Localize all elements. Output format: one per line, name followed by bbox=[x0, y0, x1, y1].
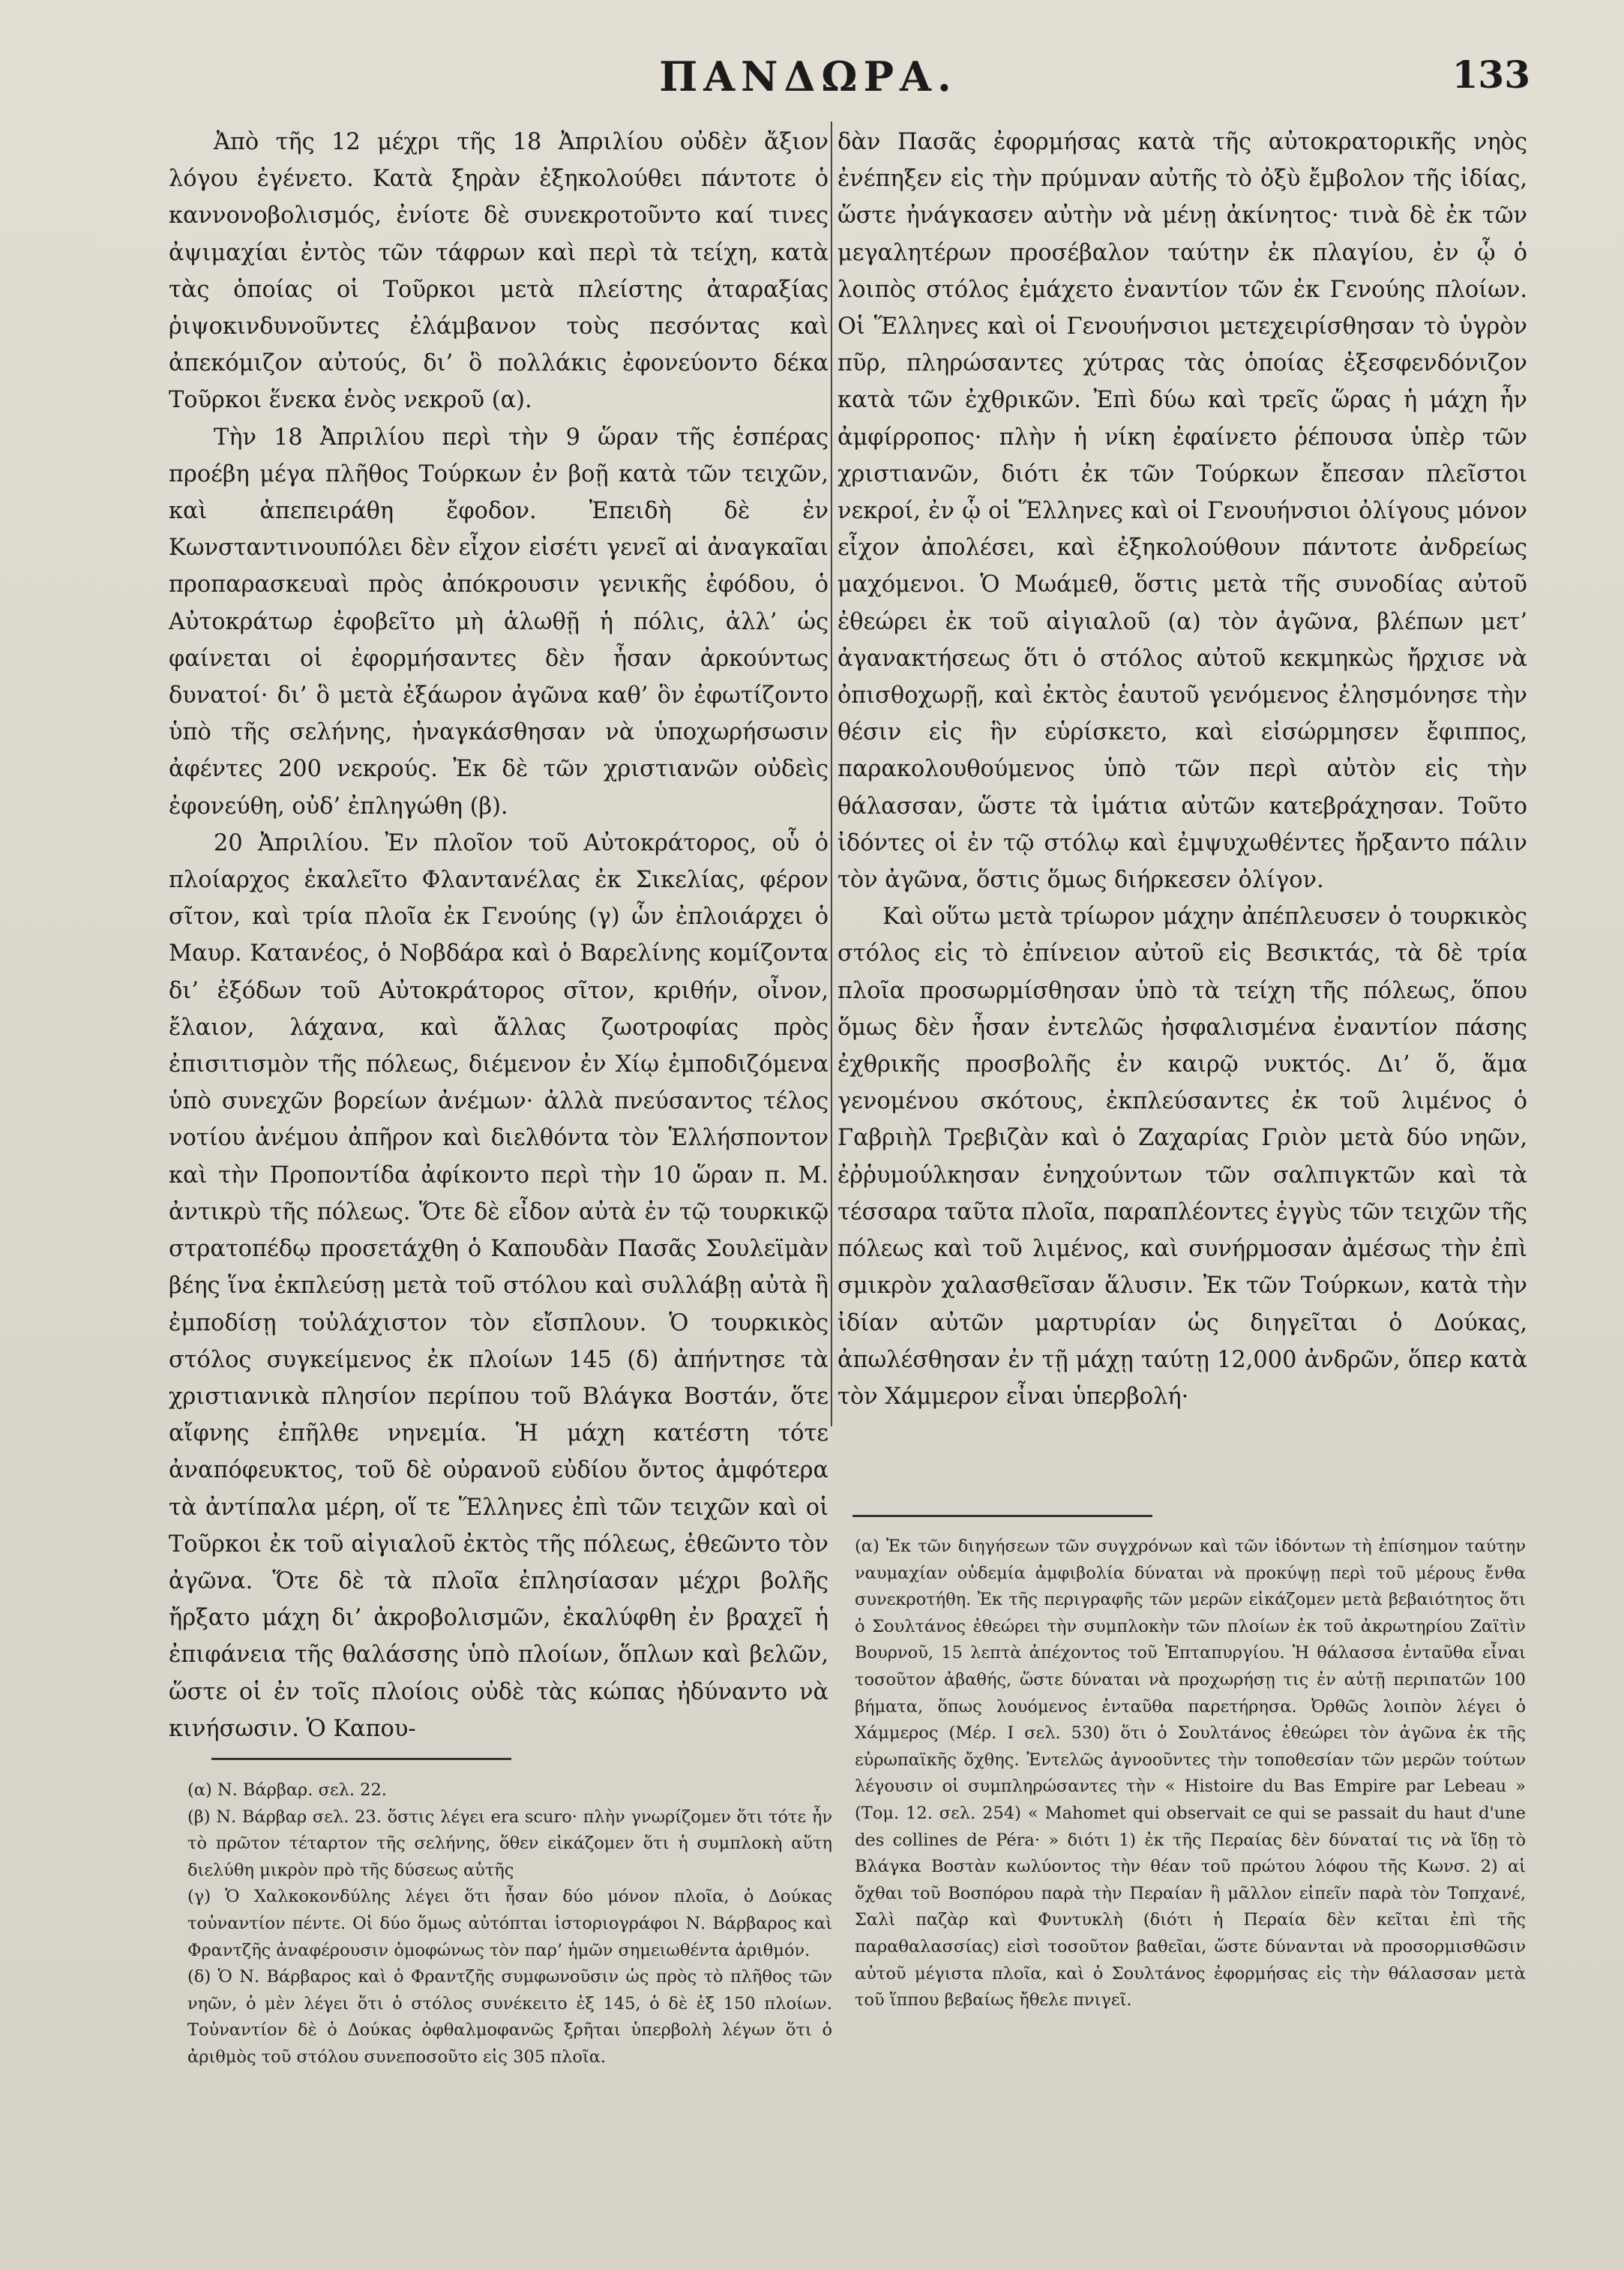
footnote: (β) Ν. Βάρβαρ σελ. 23. ὅστις λέγει era scuro· πλὴν γνωρίζομεν ὅτι τότε ἦν τὸ πρῶτον τέταρτον τῆς σελήνης, ὅθεν εἰκάζομεν ὅτι ἡ συμπλοκὴ αὕτη διελύθη μικρὸν πρὸ τῆς δύσεως αὐτῆς bbox=[187, 1807, 832, 1880]
journal-title: ΠΑΝΔΩΡΑ. bbox=[659, 52, 957, 100]
paragraph: Καὶ οὕτω μετὰ τρίωρον μάχην ἀπέπλευσεν ὁ τουρκικὸς στόλος εἰς τὸ ἐπίνειον αὐτοῦ εἰς Βεσικτάς, τὰ δὲ τρία πλοῖα προσωρμίσθησαν ὑπὸ τὰ τείχη τῆς πόλεως, ὅπου ὅμως δὲν ἦσαν ἐντελῶς ἠσφαλισμένα ἐναντίον πάσης ἐχθρικῆς προσβολῆς ἐν καιρῷ νυκτός. Δι’ ὅ, ἅμα γενομένου σκότους, ἐκπλεύσαντες ἐκ τοῦ λιμένος ὁ Γαβριὴλ Τρεβιζὰν καὶ ὁ Ζαχαρίας Γριὸν μετὰ δύο νηῶν, ἐῤῥυμούλκησαν ἐνηχούντων τῶν σαλπιγκτῶν καὶ τὰ τέσσαρα ταῦτα πλοῖα, παραπλέοντες ἐγγὺς τῶν τειχῶν τῆς πόλεως καὶ τοῦ λιμένος, καὶ συνήρμοσαν ἀμέσως τὴν ἐπὶ σμικρὸν χαλασθεῖσαν ἅλυσιν. Ἐκ τῶν Τούρκων, κατὰ τὴν ἰδίαν αὐτῶν μαρτυρίαν ὡς διηγεῖται ὁ Δούκας, ἀπωλέσθησαν ἐν τῇ μάχῃ ταύτῃ 12,000 ἀνδρῶν, ὅπερ κατὰ τὸν Χάμμερον εἶναι ὑπερβολή· bbox=[837, 904, 1527, 1410]
column-divider bbox=[831, 121, 832, 1426]
page-header bbox=[0, 52, 1624, 112]
footnotes-left bbox=[187, 1777, 832, 2071]
footnote: (α) Ν. Βάρβαρ. σελ. 22. bbox=[187, 1780, 387, 1800]
page-number: 133 bbox=[1452, 52, 1530, 97]
footnotes-right bbox=[855, 1534, 1526, 2014]
footnote-divider bbox=[852, 1515, 1152, 1517]
left-column bbox=[169, 124, 828, 1811]
paragraph: δὰν Πασᾶς ἐφορμήσας κατὰ τῆς αὐτοκρατορικῆς νηὸς ἐνέπηξεν εἰς τὴν πρύμναν αὐτῆς τὸ ὀξὺ ἔμβολον τῆς ἰδίας, ὥστε ἠνάγκασεν αὐτὴν νὰ μένῃ ἀκίνητος· τινὰ δὲ ἐκ τῶν μεγαλητέρων προσέβαλον ταύτην ἐκ πλαγίου, ἐν ᾧ ὁ λοιπὸς στόλος ἐμάχετο ἐναντίον τῶν ἐκ Γενούης πλοίων. Οἱ Ἕλληνες καὶ οἱ Γενουήνσιοι μετεχειρίσθησαν τὸ ὑγρὸν πῦρ, πληρώσαντες χύτρας τὰς ὁποίας ἐξεσφενδόνιζον κατὰ τῶν ἐχθρικῶν. Ἐπὶ δύω καὶ τρεῖς ὥρας ἡ μάχη ἦν ἀμφίρροπος· πλὴν ἡ νίκη ἐφαίνετο ῥέπουσα ὑπὲρ τῶν χριστιανῶν, διότι ἐκ τῶν Τούρκων ἔπεσαν πλεῖστοι νεκροί, ἐν ᾧ οἱ Ἕλληνες καὶ οἱ Γενουήνσιοι ὀλίγους μόνον εἶχον ἀπολέσει, καὶ ἐξηκολούθουν πάντοτε ἀνδρείως μαχόμενοι. Ὁ Μωάμεθ, ὅστις μετὰ τῆς συνοδίας αὐτοῦ ἐθεώρει ἐκ τοῦ αἰγιαλοῦ (α) τὸν ἀγῶνα, βλέπων μετ’ ἀγανακτήσεως ὅτι ὁ στόλος αὐτοῦ κεκμηκὼς ἤρχισε νὰ ὀπισθοχωρῇ, καὶ ἐκτὸς ἑαυτοῦ γενόμενος ἐλησμόνησε τὴν θέσιν εἰς ἣν εὑρίσκετο, καὶ εἰσώρμησεν ἔφιππος, παρακολουθούμενος ὑπὸ τῶν περὶ αὐτὸν εἰς τὴν θάλασσαν, ὥστε τὰ ἱμάτια αὐτῶν κατεβράχησαν. Τοῦτο ἰδόντες οἱ ἐν τῷ στόλῳ καὶ ἐμψυχωθέντες ἤρξαντο πάλιν τὸν ἀγῶνα, ὅστις ὅμως διήρκεσεν ὀλίγον. bbox=[837, 129, 1527, 894]
footnote: (γ) Ὁ Χαλκοκονδύλης λέγει ὅτι ἦσαν δύο μόνον πλοῖα, ὁ Δούκας τοὐναντίον πέντε. Οἱ δύο ὅμως αὐτόπται ἱστοριογράφοι Ν. Βάρβαρος καὶ Φραντζῆς ἀναφέρουσιν ὁμοφώνως τὸν παρ’ ἡμῶν σημειωθέντα ἀριθμόν. bbox=[187, 1887, 832, 1960]
footnote-divider bbox=[211, 1758, 511, 1760]
footnote: (δ) Ὁ Ν. Βάρβαρος καὶ ὁ Φραντζῆς συμφωνοῦσιν ὡς πρὸς τὸ πλῆθος τῶν νηῶν, ὁ μὲν λέγει ὅτι ὁ στόλος συνέκειτο ἐξ 145, ὁ δὲ ἐξ 150 πλοίων. Τοὐναντίον δὲ ὁ Δούκας ὀφθαλμοφανῶς ξρῆται ὑπερβολὴ λέγων ὅτι ὁ ἀριθμὸς τοῦ στόλου συνεποσοῦτο εἰς 305 πλοῖα. bbox=[187, 1967, 832, 2067]
paragraph: Ἀπὸ τῆς 12 μέχρι τῆς 18 Ἀπριλίου οὐδὲν ἄξιον λόγου ἐγένετο. Κατὰ ξηρὰν ἐξηκολούθει πάντοτε ὁ καννονοβολισμός, ἐνίοτε δὲ συνεκροτοῦντο καί τινες ἀψιμαχίαι ἐντὸς τῶν τάφρων καὶ περὶ τὰ τείχη, κατὰ τὰς ὁποίας οἱ Τοῦρκοι μετὰ πλείστης ἀταραξίας ῥιψοκινδυνοῦντες ἐλάμβανον τοὺς πεσόντας καὶ ἀπεκόμιζον αὐτούς, δι’ ὃ πολλάκις ἐφονεύοντο δέκα Τοῦρκοι ἕνεκα ἑνὸς νεκροῦ (α). bbox=[169, 129, 828, 414]
paragraph: Τὴν 18 Ἀπριλίου περὶ τὴν 9 ὥραν τῆς ἑσπέρας προέβη μέγα πλῆθος Τούρκων ἐν βοῇ κατὰ τῶν τειχῶν, καὶ ἀπεπειράθη ἔφοδον. Ἐπειδὴ δὲ ἐν Κωνσταντινουπόλει δὲν εἶχον εἰσέτι γενεῖ αἱ ἀναγκαῖαι προπαρασκευαὶ πρὸς ἀπόκρουσιν γενικῆς ἐφόδου, ὁ Αὐτοκράτωρ ἐφοβεῖτο μὴ ἁλωθῇ ἡ πόλις, ἀλλ’ ὡς φαίνεται οἱ ἐφορμήσαντες δὲν ἦσαν ἀρκούντως δυνατοί· δι’ ὃ μετὰ ἐξάωρον ἀγῶνα καθ’ ὃν ἐφωτίζοντο ὑπὸ τῆς σελήνης, ἠναγκάσθησαν νὰ ὑποχωρήσωσιν ἀφέντες 200 νεκρούς. Ἐκ δὲ τῶν χριστιανῶν οὐδεὶς ἐφονεύθη, οὐδ’ ἐπληγώθη (β). bbox=[169, 424, 828, 820]
footnote: (α) Ἐκ τῶν διηγήσεων τῶν συγχρόνων καὶ τῶν ἰδόντων τὴ ἐπίσημον ταύτην ναυμαχίαν οὐδεμία ἀμφιβολία δύναται νὰ προκύψῃ περὶ τοῦ μέρους ἔνθα συνεκροτήθη. Ἐκ τῆς περιγραφῆς τῶν μερῶν εἰκάζομεν μετὰ βεβαιότητος ὅτι ὁ Σουλτάνος ἐθεώρει τὴν συμπλοκὴν τῶν πλοίων ἐκ τοῦ ἀκρωτηρίου Ζαϊτὶν Βουρνοῦ, 15 λεπτὰ ἀπέχοντος τοῦ Ἑπταπυργίου. Ἡ θάλασσα ἐνταῦθα εἶναι τοσοῦτον ἀβαθής, ὥστε δύναται νὰ προχωρήσῃ τις ἐν αὐτῇ περιπατῶν 100 βήματα, ὅπως λουόμενος ἐνταῦθα παρετήρησα. Ὀρθῶς λοιπὸν λέγει ὁ Χάμμερος (Μέρ. I σελ. 530) ὅτι ὁ Σουλτάνος ἐθεώρει τὸν ἀγῶνα ἐκ τῆς εὐρωπαϊκῆς ὄχθης. Ἐντελῶς ἀγνοοῦντες τὴν τοποθεσίαν τῶν μερῶν τούτων λέγουσιν οἱ συμπληρώσαντες τὴν « Histoire du Bas Empire par Lebeau » (Τομ. 12. σελ. 254) « Mahomet qui observait ce qui se passait du haut d'une des collines de Péra· » διότι 1) ἐκ τῆς Περαίας δὲν δύναταί τις νὰ ἴδῃ τὸ Βλάγκα Βοστὰν κωλύοντος τὴν θέαν τοῦ πρώτου λόφου τῆς Κωνσ. 2) αἱ ὄχθαι τοῦ Βοσπόρου παρὰ τὴν Περαίαν ἢ μᾶλλον εἰπεῖν παρὰ τὸν Τοπχανέ, Σαλὶ παζὰρ καὶ Φυντυκλὴ (διότι ἡ Περαία δὲν κεῖται ἐπὶ τῆς παραθαλασσίας) εἰσὶ τοσοῦτον βαθεῖαι, ὥστε δύνανται νὰ προσορμισθῶσιν αὐτοῦ μέγιστα πλοῖα, καὶ ὁ Σουλτάνος ἐφορμήσας εἰς τὴν θάλασσαν μετὰ τοῦ ἵππου βεβαίως ἤθελε πνιγεῖ. bbox=[855, 1537, 1526, 2011]
paragraph: 20 Ἀπριλίου. Ἐν πλοῖον τοῦ Αὐτοκράτορος, οὗ ὁ πλοίαρχος ἐκαλεῖτο Φλαντανέλας ἐκ Σικελίας, φέρον σῖτον, καὶ τρία πλοῖα ἐκ Γενούης (γ) ὧν ἐπλοιάρχει ὁ Μαυρ. Κατανέος, ὁ Νοβδάρα καὶ ὁ Βαρελίνης κομίζοντα δι’ ἐξόδων τοῦ Αὐτοκράτορος σῖτον, κριθήν, οἶνον, ἔλαιον, λάχανα, καὶ ἄλλας ζωοτροφίας πρὸς ἐπισιτισμὸν τῆς πόλεως, διέμενον ἐν Χίῳ ἐμποδιζόμενα ὑπὸ συνεχῶν βορείων ἀνέμων· ἀλλὰ πνεύσαντος τέλος νοτίου ἀνέμου ἀπῆρον καὶ διελθόντα τὸν Ἑλλήσποντον καὶ τὴν Προποντίδα ἀφίκοντο περὶ τὴν 10 ὥραν π. Μ. ἀντικρὺ τῆς πόλεως. Ὅτε δὲ εἶδον αὐτὰ ἐν τῷ τουρκικῷ στρατοπέδῳ προσετάχθη ὁ Καπουδὰν Πασᾶς Σουλεϊμὰν βέης ἵνα ἐκπλεύσῃ μετὰ τοῦ στόλου καὶ συλλάβῃ αὐτὰ ἢ ἐμποδίσῃ τοὐλάχιστον τὸν εἴσπλουν. Ὁ τουρκικὸς στόλος συγκείμενος ἐκ πλοίων 145 (δ) ἀπήντησε τὰ χριστιανικὰ πλησίον περίπου τοῦ Βλάγκα Βοστάν, ὅτε αἴφνης ἐπῆλθε νηνεμία. Ἡ μάχη κατέστη τότε ἀναπόφευκτος, τοῦ δὲ οὐρανοῦ εὐδίου ὄντος ἀμφότερα τὰ ἀντίπαλα μέρη, οἵ τε Ἕλληνες ἐπὶ τῶν τειχῶν καὶ οἱ Τοῦρκοι ἐκ τοῦ αἰγιαλοῦ ἐκτὸς τῆς πόλεως, ἐθεῶντο τὸν ἀγῶνα. Ὅτε δὲ τὰ πλοῖα ἐπλησίασαν μέχρι βολῆς ἤρξατο μάχη δι’ ἀκροβολισμῶν, ἐκαλύφθη ἐν βραχεῖ ἡ ἐπιφάνεια τῆς θαλάσσης ὑπὸ πλοίων, ὅπλων καὶ βελῶν, ὥστε οἱ ἐν τοῖς πλοίοις οὐδὲ τὰς κώπας ἠδύναντο νὰ κινήσωσιν. Ὁ Καπου- bbox=[169, 829, 828, 1742]
